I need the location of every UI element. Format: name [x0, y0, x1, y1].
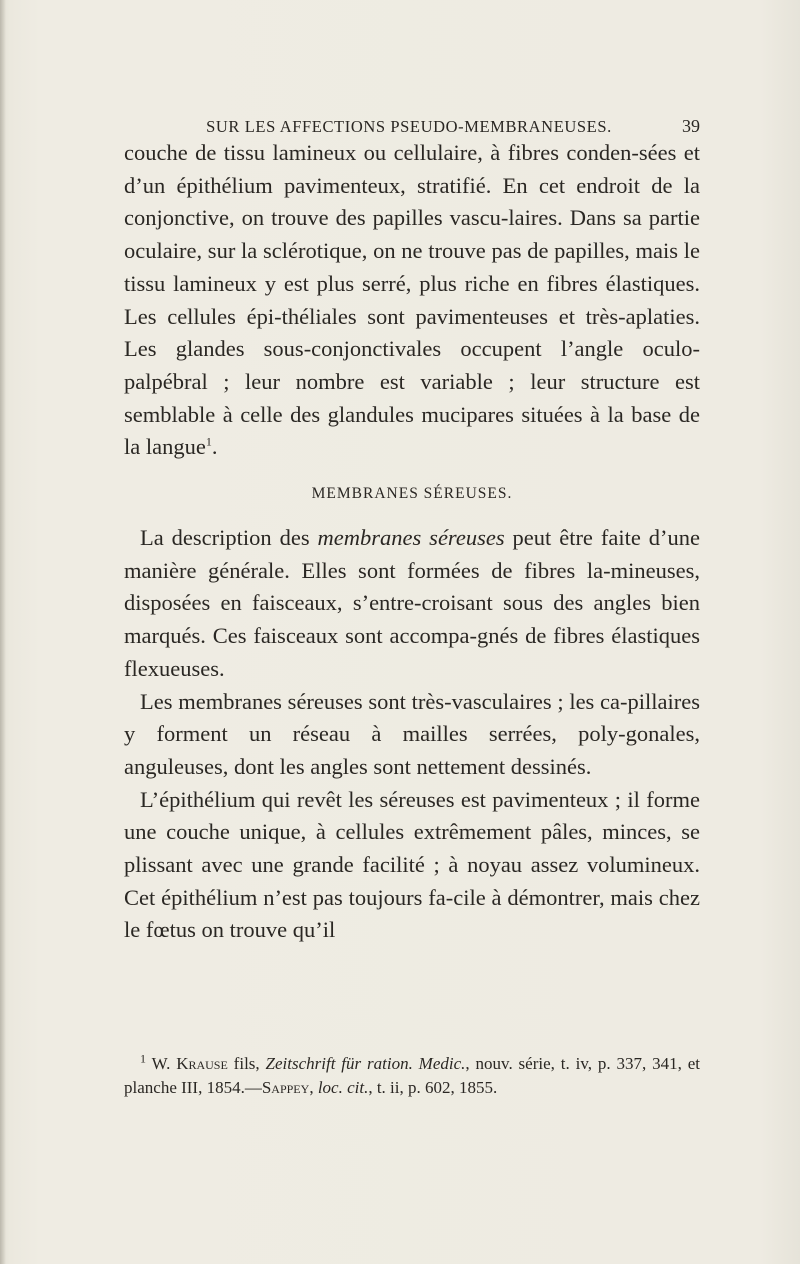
paragraph-epithelium: L’épithélium qui revêt les séreuses est pavimenteux ; il forme une couche unique, à cellules extrêmement pâles, minces, se plissant avec une grande facilité ; à noyau assez volumineux. Cet épithélium n’est pas toujours fa-cile à démontrer, mais chez le fœtus on trouve qu’il [124, 786, 700, 943]
footnote-second-details: , t. ii, p. 602, 1855. [368, 1078, 498, 1097]
paragraph-vascularity: Les membranes séreuses sont très-vasculaires ; les ca-pillaires y forment un réseau à mailles serrées, poly-gonales, anguleuses, dont les angles sont nettement dessinés. [124, 688, 700, 779]
footnote [124, 1052, 700, 1100]
footnote-text [124, 1052, 700, 1100]
footnote-after-author: fils, [227, 1054, 266, 1073]
footnote-marker: 1 [140, 1051, 146, 1066]
page-number: 39 [682, 116, 700, 136]
footnote-loc-cit: loc. cit. [317, 1078, 369, 1097]
footnote-second-separator: , [309, 1078, 318, 1097]
running-title: SUR LES AFFECTIONS PSEUDO-MEMBRANEUSES. [206, 117, 612, 136]
section-heading: MEMBRANES SÉREUSES. [311, 485, 513, 503]
footnote-reference: 1 [205, 434, 212, 449]
paragraph-2-italic-term: membranes séreuses [317, 525, 505, 551]
page-left-edge-shadow [0, 0, 6, 1264]
main-text [124, 137, 700, 947]
footnote-journal: Zeitschrift für ration. Medic. [265, 1054, 466, 1073]
paragraph-conjunctiva-continued [124, 137, 700, 464]
paragraph-2-end: peut être faite d’une manière générale. Elles sont formées de fibres la-mineuses, disposées en faisceaux, s’entre-croisant sous des angles bien marqués. Ces faisceaux sont accompa-gnés de fibres élastiques flexueuses. [124, 525, 700, 681]
paragraph-1-end: . [211, 434, 218, 460]
footnote-author-name: Krause [176, 1054, 228, 1073]
footnote-author-initial: W. [151, 1054, 177, 1073]
footnote-journal-details: , nouv. série, t. iv, p. 337, 341, et planche III, 1854.— [124, 1054, 700, 1097]
paragraph-description [124, 522, 700, 686]
paragraph-2-start: La description des [140, 525, 318, 551]
paragraph-1-text: couche de tissu lamineux ou cellulaire, à fibres conden-sées et d’un épithélium pavimenteux, stratifié. En cet endroit de la conjonctive, on trouve des papilles vascu-laires. Dans sa partie oculaire, sur la sclérotique, on ne trouve pas de papilles, mais le tissu lamineux y est plus serré, plus riche en fibres élastiques. Les cellules épi-théliales sont pavimenteuses et très-aplaties. Les glandes sous-conjonctivales occupent l’angle oculo-palpébral ; leur nombre est variable ; leur structure est semblable à celle des glandules mucipares situées à la base de la langue [124, 140, 700, 460]
footnote-second-author: Sappey [261, 1078, 310, 1097]
